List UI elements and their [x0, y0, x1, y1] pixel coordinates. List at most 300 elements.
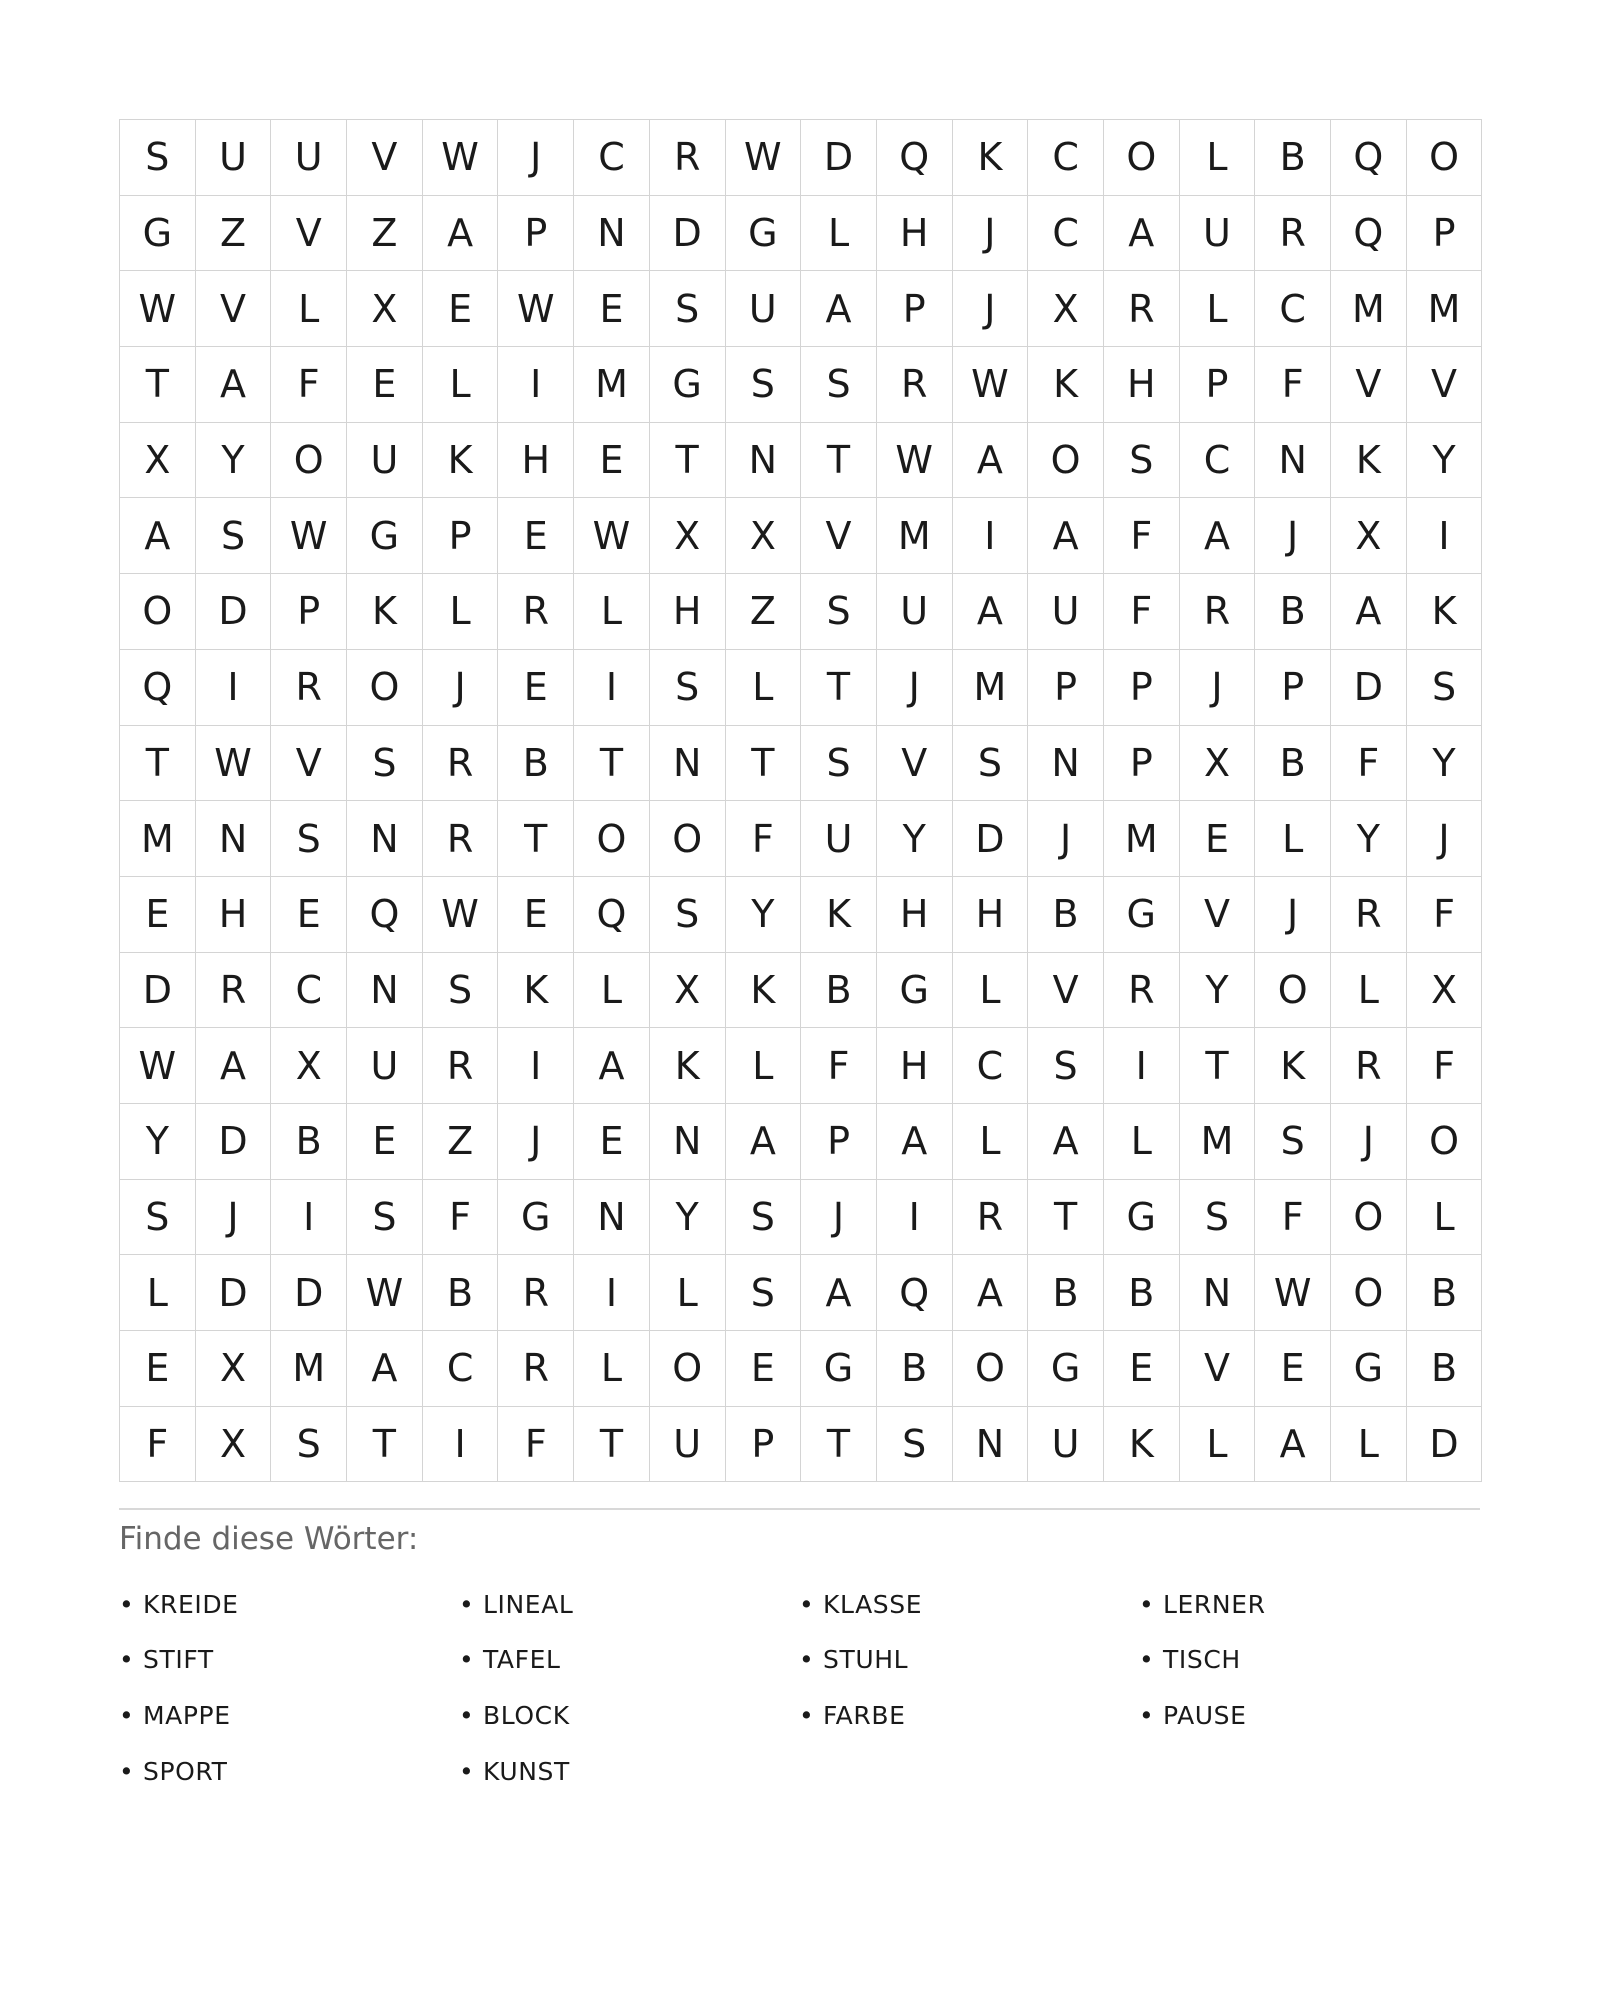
- grid-cell[interactable]: S: [347, 725, 423, 801]
- grid-cell[interactable]: E: [574, 271, 650, 347]
- grid-cell[interactable]: Q: [1331, 195, 1407, 271]
- grid-cell[interactable]: H: [876, 876, 952, 952]
- grid-cell[interactable]: G: [649, 347, 725, 423]
- grid-cell[interactable]: N: [725, 422, 801, 498]
- grid-cell[interactable]: K: [1028, 347, 1104, 423]
- grid-cell[interactable]: R: [422, 1028, 498, 1104]
- grid-cell[interactable]: A: [195, 1028, 271, 1104]
- grid-cell[interactable]: L: [574, 574, 650, 650]
- grid-cell[interactable]: Y: [876, 801, 952, 877]
- grid-cell[interactable]: V: [1331, 347, 1407, 423]
- grid-cell[interactable]: G: [801, 1331, 877, 1407]
- grid-cell[interactable]: I: [952, 498, 1028, 574]
- grid-cell[interactable]: E: [498, 876, 574, 952]
- grid-cell[interactable]: D: [120, 952, 196, 1028]
- grid-cell[interactable]: E: [1255, 1331, 1331, 1407]
- grid-cell[interactable]: L: [649, 1255, 725, 1331]
- grid-cell[interactable]: A: [801, 1255, 877, 1331]
- grid-cell[interactable]: R: [422, 801, 498, 877]
- grid-cell[interactable]: G: [1103, 1179, 1179, 1255]
- grid-cell[interactable]: B: [1406, 1255, 1482, 1331]
- grid-cell[interactable]: S: [1406, 649, 1482, 725]
- grid-cell[interactable]: B: [1028, 876, 1104, 952]
- grid-cell[interactable]: T: [120, 347, 196, 423]
- grid-cell[interactable]: A: [1179, 498, 1255, 574]
- grid-cell[interactable]: K: [422, 422, 498, 498]
- grid-cell[interactable]: W: [120, 1028, 196, 1104]
- grid-cell[interactable]: L: [1331, 1406, 1407, 1482]
- grid-cell[interactable]: E: [574, 1103, 650, 1179]
- grid-cell[interactable]: F: [1406, 1028, 1482, 1104]
- grid-cell[interactable]: V: [347, 120, 423, 196]
- grid-cell[interactable]: L: [1179, 271, 1255, 347]
- grid-cell[interactable]: D: [1331, 649, 1407, 725]
- grid-cell[interactable]: R: [649, 120, 725, 196]
- grid-cell[interactable]: O: [271, 422, 347, 498]
- grid-cell[interactable]: T: [1028, 1179, 1104, 1255]
- grid-cell[interactable]: N: [347, 952, 423, 1028]
- grid-cell[interactable]: P: [725, 1406, 801, 1482]
- grid-cell[interactable]: B: [271, 1103, 347, 1179]
- grid-cell[interactable]: M: [1331, 271, 1407, 347]
- grid-cell[interactable]: R: [195, 952, 271, 1028]
- grid-cell[interactable]: X: [195, 1406, 271, 1482]
- grid-cell[interactable]: F: [1103, 498, 1179, 574]
- grid-cell[interactable]: B: [1255, 120, 1331, 196]
- grid-cell[interactable]: L: [952, 952, 1028, 1028]
- grid-cell[interactable]: I: [1103, 1028, 1179, 1104]
- grid-cell[interactable]: I: [498, 347, 574, 423]
- grid-cell[interactable]: Z: [422, 1103, 498, 1179]
- grid-cell[interactable]: P: [422, 498, 498, 574]
- grid-cell[interactable]: W: [574, 498, 650, 574]
- grid-cell[interactable]: F: [120, 1406, 196, 1482]
- grid-cell[interactable]: N: [649, 1103, 725, 1179]
- grid-cell[interactable]: A: [1331, 574, 1407, 650]
- grid-cell[interactable]: F: [498, 1406, 574, 1482]
- grid-cell[interactable]: U: [801, 801, 877, 877]
- grid-cell[interactable]: V: [1179, 876, 1255, 952]
- grid-cell[interactable]: E: [498, 649, 574, 725]
- grid-cell[interactable]: S: [801, 574, 877, 650]
- grid-cell[interactable]: A: [1028, 498, 1104, 574]
- grid-cell[interactable]: O: [347, 649, 423, 725]
- grid-cell[interactable]: L: [1406, 1179, 1482, 1255]
- grid-cell[interactable]: T: [120, 725, 196, 801]
- grid-cell[interactable]: M: [271, 1331, 347, 1407]
- grid-cell[interactable]: D: [801, 120, 877, 196]
- grid-cell[interactable]: S: [649, 649, 725, 725]
- grid-cell[interactable]: K: [1406, 574, 1482, 650]
- grid-cell[interactable]: I: [271, 1179, 347, 1255]
- grid-cell[interactable]: C: [1179, 422, 1255, 498]
- grid-cell[interactable]: U: [195, 120, 271, 196]
- grid-cell[interactable]: O: [1406, 120, 1482, 196]
- grid-cell[interactable]: R: [1103, 271, 1179, 347]
- grid-cell[interactable]: Y: [1406, 725, 1482, 801]
- grid-cell[interactable]: R: [1103, 952, 1179, 1028]
- grid-cell[interactable]: X: [195, 1331, 271, 1407]
- grid-cell[interactable]: L: [574, 1331, 650, 1407]
- grid-cell[interactable]: L: [1331, 952, 1407, 1028]
- grid-cell[interactable]: M: [574, 347, 650, 423]
- grid-cell[interactable]: K: [1103, 1406, 1179, 1482]
- grid-cell[interactable]: W: [725, 120, 801, 196]
- grid-cell[interactable]: S: [120, 1179, 196, 1255]
- grid-cell[interactable]: L: [952, 1103, 1028, 1179]
- grid-cell[interactable]: H: [649, 574, 725, 650]
- grid-cell[interactable]: C: [271, 952, 347, 1028]
- grid-cell[interactable]: J: [801, 1179, 877, 1255]
- grid-cell[interactable]: O: [574, 801, 650, 877]
- grid-cell[interactable]: V: [801, 498, 877, 574]
- grid-cell[interactable]: K: [498, 952, 574, 1028]
- grid-cell[interactable]: N: [347, 801, 423, 877]
- grid-cell[interactable]: H: [195, 876, 271, 952]
- grid-cell[interactable]: A: [1255, 1406, 1331, 1482]
- grid-cell[interactable]: Q: [574, 876, 650, 952]
- grid-cell[interactable]: X: [725, 498, 801, 574]
- grid-cell[interactable]: F: [1103, 574, 1179, 650]
- grid-cell[interactable]: L: [801, 195, 877, 271]
- grid-cell[interactable]: X: [649, 498, 725, 574]
- grid-cell[interactable]: Y: [1179, 952, 1255, 1028]
- grid-cell[interactable]: J: [498, 120, 574, 196]
- grid-cell[interactable]: L: [725, 1028, 801, 1104]
- grid-cell[interactable]: L: [422, 347, 498, 423]
- grid-cell[interactable]: P: [1103, 725, 1179, 801]
- grid-cell[interactable]: O: [1103, 120, 1179, 196]
- grid-cell[interactable]: O: [952, 1331, 1028, 1407]
- grid-cell[interactable]: O: [1331, 1179, 1407, 1255]
- grid-cell[interactable]: F: [1331, 725, 1407, 801]
- grid-cell[interactable]: S: [876, 1406, 952, 1482]
- grid-cell[interactable]: I: [574, 649, 650, 725]
- grid-cell[interactable]: S: [1179, 1179, 1255, 1255]
- grid-cell[interactable]: T: [649, 422, 725, 498]
- grid-cell[interactable]: C: [574, 120, 650, 196]
- grid-cell[interactable]: C: [1255, 271, 1331, 347]
- grid-cell[interactable]: B: [498, 725, 574, 801]
- grid-cell[interactable]: A: [876, 1103, 952, 1179]
- grid-cell[interactable]: H: [952, 876, 1028, 952]
- grid-cell[interactable]: U: [1179, 195, 1255, 271]
- grid-cell[interactable]: A: [725, 1103, 801, 1179]
- grid-cell[interactable]: Y: [725, 876, 801, 952]
- grid-cell[interactable]: K: [347, 574, 423, 650]
- grid-cell[interactable]: J: [195, 1179, 271, 1255]
- grid-cell[interactable]: P: [1103, 649, 1179, 725]
- grid-cell[interactable]: G: [498, 1179, 574, 1255]
- grid-cell[interactable]: W: [347, 1255, 423, 1331]
- grid-cell[interactable]: A: [801, 271, 877, 347]
- grid-cell[interactable]: D: [952, 801, 1028, 877]
- grid-cell[interactable]: I: [498, 1028, 574, 1104]
- grid-cell[interactable]: P: [271, 574, 347, 650]
- grid-cell[interactable]: V: [1179, 1331, 1255, 1407]
- grid-cell[interactable]: O: [1331, 1255, 1407, 1331]
- grid-cell[interactable]: R: [1331, 876, 1407, 952]
- grid-cell[interactable]: J: [1255, 876, 1331, 952]
- grid-cell[interactable]: O: [649, 801, 725, 877]
- grid-cell[interactable]: R: [876, 347, 952, 423]
- grid-cell[interactable]: D: [195, 574, 271, 650]
- grid-cell[interactable]: N: [195, 801, 271, 877]
- grid-cell[interactable]: W: [271, 498, 347, 574]
- grid-cell[interactable]: Y: [120, 1103, 196, 1179]
- grid-cell[interactable]: U: [347, 422, 423, 498]
- grid-cell[interactable]: X: [1406, 952, 1482, 1028]
- grid-cell[interactable]: C: [1028, 120, 1104, 196]
- grid-cell[interactable]: V: [271, 195, 347, 271]
- grid-cell[interactable]: E: [1179, 801, 1255, 877]
- grid-cell[interactable]: X: [347, 271, 423, 347]
- grid-cell[interactable]: E: [347, 1103, 423, 1179]
- grid-cell[interactable]: H: [876, 195, 952, 271]
- grid-cell[interactable]: A: [1028, 1103, 1104, 1179]
- grid-cell[interactable]: K: [952, 120, 1028, 196]
- grid-cell[interactable]: X: [1028, 271, 1104, 347]
- grid-cell[interactable]: F: [1406, 876, 1482, 952]
- grid-cell[interactable]: T: [574, 725, 650, 801]
- grid-cell[interactable]: H: [1103, 347, 1179, 423]
- grid-cell[interactable]: U: [1028, 1406, 1104, 1482]
- grid-cell[interactable]: M: [952, 649, 1028, 725]
- grid-cell[interactable]: O: [120, 574, 196, 650]
- grid-cell[interactable]: L: [725, 649, 801, 725]
- grid-cell[interactable]: O: [1028, 422, 1104, 498]
- grid-cell[interactable]: R: [498, 1255, 574, 1331]
- grid-cell[interactable]: V: [1028, 952, 1104, 1028]
- grid-cell[interactable]: W: [1255, 1255, 1331, 1331]
- grid-cell[interactable]: Q: [876, 120, 952, 196]
- grid-cell[interactable]: U: [1028, 574, 1104, 650]
- grid-cell[interactable]: P: [876, 271, 952, 347]
- grid-cell[interactable]: P: [1028, 649, 1104, 725]
- grid-cell[interactable]: C: [952, 1028, 1028, 1104]
- grid-cell[interactable]: T: [801, 649, 877, 725]
- grid-cell[interactable]: B: [801, 952, 877, 1028]
- grid-cell[interactable]: P: [1255, 649, 1331, 725]
- grid-cell[interactable]: P: [498, 195, 574, 271]
- grid-cell[interactable]: W: [422, 876, 498, 952]
- grid-cell[interactable]: G: [120, 195, 196, 271]
- grid-cell[interactable]: S: [725, 1179, 801, 1255]
- grid-cell[interactable]: F: [422, 1179, 498, 1255]
- grid-cell[interactable]: A: [952, 574, 1028, 650]
- grid-cell[interactable]: D: [649, 195, 725, 271]
- grid-cell[interactable]: T: [1179, 1028, 1255, 1104]
- grid-cell[interactable]: J: [952, 271, 1028, 347]
- grid-cell[interactable]: J: [1028, 801, 1104, 877]
- grid-cell[interactable]: S: [1255, 1103, 1331, 1179]
- grid-cell[interactable]: M: [120, 801, 196, 877]
- grid-cell[interactable]: T: [574, 1406, 650, 1482]
- grid-cell[interactable]: J: [498, 1103, 574, 1179]
- grid-cell[interactable]: L: [422, 574, 498, 650]
- grid-cell[interactable]: Y: [195, 422, 271, 498]
- grid-cell[interactable]: C: [1028, 195, 1104, 271]
- grid-cell[interactable]: W: [195, 725, 271, 801]
- grid-cell[interactable]: R: [422, 725, 498, 801]
- grid-cell[interactable]: J: [876, 649, 952, 725]
- grid-cell[interactable]: E: [498, 498, 574, 574]
- grid-cell[interactable]: C: [422, 1331, 498, 1407]
- grid-cell[interactable]: Q: [120, 649, 196, 725]
- grid-cell[interactable]: D: [195, 1103, 271, 1179]
- grid-cell[interactable]: W: [422, 120, 498, 196]
- grid-cell[interactable]: J: [952, 195, 1028, 271]
- grid-cell[interactable]: F: [271, 347, 347, 423]
- grid-cell[interactable]: R: [952, 1179, 1028, 1255]
- grid-cell[interactable]: I: [195, 649, 271, 725]
- grid-cell[interactable]: W: [876, 422, 952, 498]
- grid-cell[interactable]: S: [801, 725, 877, 801]
- grid-cell[interactable]: S: [347, 1179, 423, 1255]
- grid-cell[interactable]: K: [1255, 1028, 1331, 1104]
- grid-cell[interactable]: G: [876, 952, 952, 1028]
- grid-cell[interactable]: R: [1179, 574, 1255, 650]
- grid-cell[interactable]: P: [801, 1103, 877, 1179]
- grid-cell[interactable]: L: [1255, 801, 1331, 877]
- grid-cell[interactable]: V: [1406, 347, 1482, 423]
- grid-cell[interactable]: R: [498, 1331, 574, 1407]
- grid-cell[interactable]: P: [1179, 347, 1255, 423]
- grid-cell[interactable]: W: [120, 271, 196, 347]
- grid-cell[interactable]: X: [649, 952, 725, 1028]
- grid-cell[interactable]: T: [725, 725, 801, 801]
- grid-cell[interactable]: N: [1179, 1255, 1255, 1331]
- grid-cell[interactable]: X: [120, 422, 196, 498]
- grid-cell[interactable]: Q: [1331, 120, 1407, 196]
- grid-cell[interactable]: L: [574, 952, 650, 1028]
- grid-cell[interactable]: O: [1406, 1103, 1482, 1179]
- grid-cell[interactable]: W: [952, 347, 1028, 423]
- grid-cell[interactable]: T: [347, 1406, 423, 1482]
- grid-cell[interactable]: O: [649, 1331, 725, 1407]
- grid-cell[interactable]: N: [952, 1406, 1028, 1482]
- grid-cell[interactable]: R: [1255, 195, 1331, 271]
- grid-cell[interactable]: U: [271, 120, 347, 196]
- grid-cell[interactable]: U: [347, 1028, 423, 1104]
- grid-cell[interactable]: S: [725, 347, 801, 423]
- grid-cell[interactable]: S: [649, 271, 725, 347]
- grid-cell[interactable]: R: [498, 574, 574, 650]
- grid-cell[interactable]: L: [1179, 120, 1255, 196]
- grid-cell[interactable]: Q: [347, 876, 423, 952]
- grid-cell[interactable]: M: [876, 498, 952, 574]
- grid-cell[interactable]: D: [1406, 1406, 1482, 1482]
- grid-cell[interactable]: X: [1331, 498, 1407, 574]
- grid-cell[interactable]: E: [1103, 1331, 1179, 1407]
- grid-cell[interactable]: B: [422, 1255, 498, 1331]
- grid-cell[interactable]: T: [498, 801, 574, 877]
- grid-cell[interactable]: D: [195, 1255, 271, 1331]
- grid-cell[interactable]: I: [574, 1255, 650, 1331]
- grid-cell[interactable]: K: [725, 952, 801, 1028]
- grid-cell[interactable]: F: [801, 1028, 877, 1104]
- grid-cell[interactable]: F: [1255, 347, 1331, 423]
- grid-cell[interactable]: M: [1103, 801, 1179, 877]
- grid-cell[interactable]: F: [725, 801, 801, 877]
- grid-cell[interactable]: S: [271, 1406, 347, 1482]
- grid-cell[interactable]: B: [1103, 1255, 1179, 1331]
- grid-cell[interactable]: M: [1179, 1103, 1255, 1179]
- grid-cell[interactable]: J: [422, 649, 498, 725]
- grid-cell[interactable]: A: [952, 422, 1028, 498]
- grid-cell[interactable]: A: [422, 195, 498, 271]
- grid-cell[interactable]: S: [1028, 1028, 1104, 1104]
- grid-cell[interactable]: Q: [876, 1255, 952, 1331]
- grid-cell[interactable]: I: [876, 1179, 952, 1255]
- grid-cell[interactable]: S: [271, 801, 347, 877]
- grid-cell[interactable]: V: [876, 725, 952, 801]
- grid-cell[interactable]: G: [725, 195, 801, 271]
- grid-cell[interactable]: Z: [195, 195, 271, 271]
- grid-cell[interactable]: W: [498, 271, 574, 347]
- grid-cell[interactable]: Y: [649, 1179, 725, 1255]
- grid-cell[interactable]: S: [725, 1255, 801, 1331]
- grid-cell[interactable]: J: [1331, 1103, 1407, 1179]
- grid-cell[interactable]: L: [271, 271, 347, 347]
- grid-cell[interactable]: S: [120, 120, 196, 196]
- grid-cell[interactable]: Z: [725, 574, 801, 650]
- grid-cell[interactable]: J: [1255, 498, 1331, 574]
- grid-cell[interactable]: K: [649, 1028, 725, 1104]
- grid-cell[interactable]: U: [876, 574, 952, 650]
- grid-cell[interactable]: B: [1255, 725, 1331, 801]
- grid-cell[interactable]: O: [1255, 952, 1331, 1028]
- grid-cell[interactable]: G: [347, 498, 423, 574]
- grid-cell[interactable]: N: [649, 725, 725, 801]
- grid-cell[interactable]: E: [347, 347, 423, 423]
- grid-cell[interactable]: Y: [1331, 801, 1407, 877]
- grid-cell[interactable]: H: [498, 422, 574, 498]
- grid-cell[interactable]: A: [574, 1028, 650, 1104]
- grid-cell[interactable]: B: [1028, 1255, 1104, 1331]
- grid-cell[interactable]: L: [1179, 1406, 1255, 1482]
- grid-cell[interactable]: I: [1406, 498, 1482, 574]
- grid-cell[interactable]: E: [422, 271, 498, 347]
- grid-cell[interactable]: U: [649, 1406, 725, 1482]
- grid-cell[interactable]: K: [1331, 422, 1407, 498]
- grid-cell[interactable]: J: [1179, 649, 1255, 725]
- grid-cell[interactable]: K: [801, 876, 877, 952]
- grid-cell[interactable]: U: [725, 271, 801, 347]
- grid-cell[interactable]: G: [1103, 876, 1179, 952]
- grid-cell[interactable]: Y: [1406, 422, 1482, 498]
- grid-cell[interactable]: G: [1331, 1331, 1407, 1407]
- grid-cell[interactable]: N: [1255, 422, 1331, 498]
- grid-cell[interactable]: N: [1028, 725, 1104, 801]
- grid-cell[interactable]: I: [422, 1406, 498, 1482]
- grid-cell[interactable]: X: [1179, 725, 1255, 801]
- grid-cell[interactable]: R: [1331, 1028, 1407, 1104]
- grid-cell[interactable]: A: [195, 347, 271, 423]
- grid-cell[interactable]: E: [271, 876, 347, 952]
- grid-cell[interactable]: E: [120, 1331, 196, 1407]
- grid-cell[interactable]: E: [725, 1331, 801, 1407]
- grid-cell[interactable]: T: [801, 1406, 877, 1482]
- grid-cell[interactable]: N: [574, 1179, 650, 1255]
- grid-cell[interactable]: B: [1406, 1331, 1482, 1407]
- grid-cell[interactable]: S: [1103, 422, 1179, 498]
- grid-cell[interactable]: H: [876, 1028, 952, 1104]
- grid-cell[interactable]: M: [1406, 271, 1482, 347]
- grid-cell[interactable]: E: [574, 422, 650, 498]
- grid-cell[interactable]: Z: [347, 195, 423, 271]
- grid-cell[interactable]: S: [649, 876, 725, 952]
